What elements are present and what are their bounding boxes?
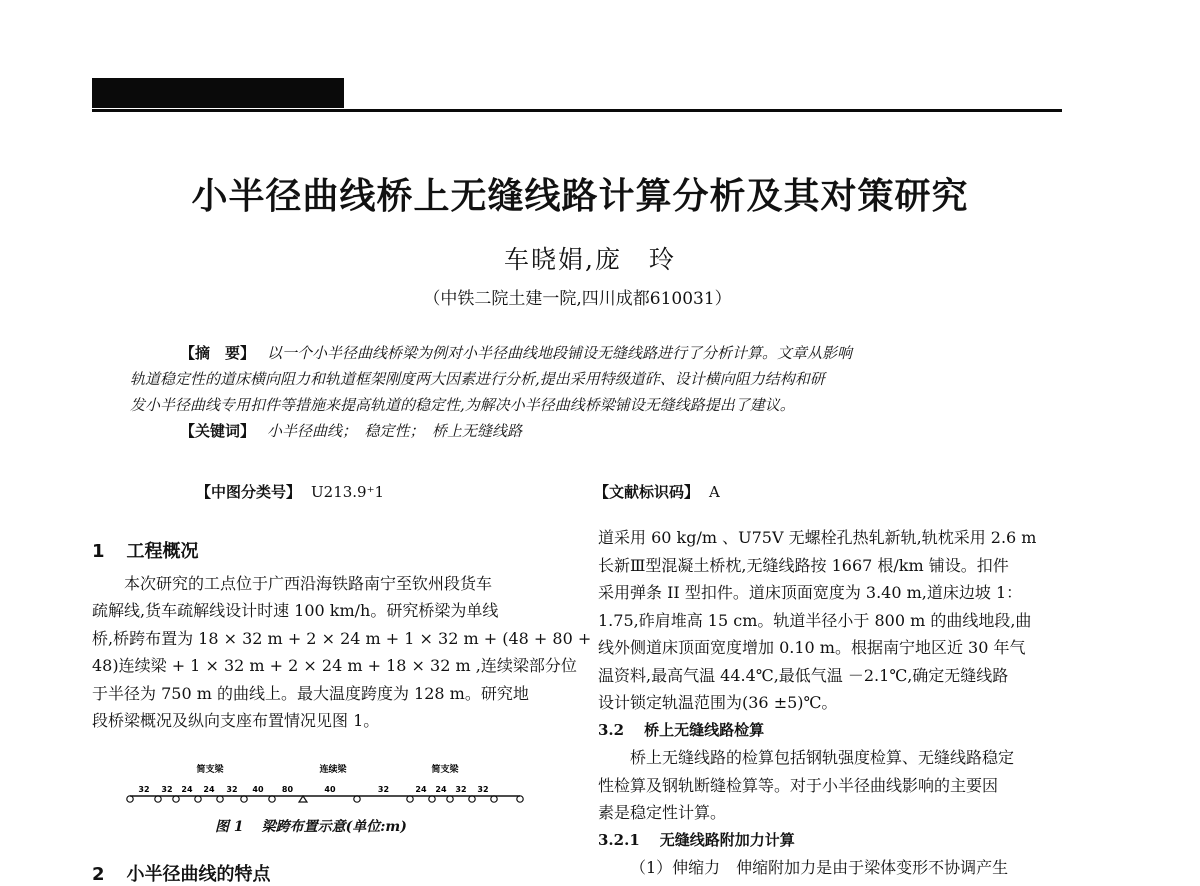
subsection-3-2-1-paragraph bbox=[598, 854, 1070, 882]
span-label: 32 bbox=[377, 785, 390, 794]
text-line: 采用弹条 II 型扣件。道床顶面宽度为 3.40 m,道床边坡 1： bbox=[598, 583, 1023, 602]
text-line: 于半径为 750 m 的曲线上。最大温度跨度为 128 m。研究地 bbox=[92, 683, 529, 703]
span-label: 24 bbox=[203, 785, 215, 794]
abstract-text: 以一个小半径曲线桥梁为例对小半径曲线地段铺设无缝线路进行了分析计算。文章从影响 bbox=[267, 344, 853, 362]
subsection-3-2-heading bbox=[598, 717, 1070, 745]
subsection-3-2-1-heading bbox=[598, 827, 1070, 855]
right-column bbox=[598, 524, 1070, 882]
support-node bbox=[469, 796, 475, 802]
support-node bbox=[195, 796, 201, 802]
section-2-heading bbox=[92, 860, 271, 886]
span-label: 24 bbox=[181, 785, 193, 794]
fixed-support bbox=[299, 796, 307, 802]
text-line: 性检算及钢轨断缝检算等。对于小半径曲线影响的主要因 bbox=[598, 775, 999, 795]
text-line: 桥上无缝线路的检算包括钢轨强度检算、无缝线路稳定 bbox=[630, 748, 1015, 767]
clc-label: 【中图分类号】 bbox=[196, 483, 302, 501]
group-label: 连续梁 bbox=[319, 765, 347, 775]
subsection-title: 无缝线路附加力计算 bbox=[659, 830, 795, 849]
abstract-block bbox=[130, 340, 1010, 444]
header-rule bbox=[92, 109, 1062, 112]
text-line: 本次研究的工点位于广西沿海铁路南宁至钦州段货车 bbox=[124, 573, 493, 593]
keywords-text: 小半径曲线； 稳定性； 桥上无缝线路 bbox=[267, 422, 523, 440]
paper-title: 小半径曲线桥上无缝线路计算分析及其对策研究 bbox=[191, 176, 969, 217]
support-node bbox=[447, 796, 453, 802]
section-1-heading bbox=[92, 538, 570, 566]
span-label: 32 bbox=[226, 785, 238, 794]
figure-caption bbox=[215, 816, 407, 836]
span-label: 24 bbox=[415, 785, 427, 794]
section-number: 2 bbox=[92, 864, 105, 885]
doc-code-value: A bbox=[709, 483, 720, 501]
text-line: 48)连续梁 + 1 × 32 m + 2 × 24 m + 18 × 32 m ,连续梁部分位 bbox=[92, 656, 577, 675]
span-label: 32 bbox=[455, 785, 467, 794]
figure-1 bbox=[120, 762, 540, 822]
subsection-number: 3.2.1 bbox=[598, 830, 640, 849]
abstract-line-2: 轨道稳定性的道床横向阻力和轨道框架刚度两大因素进行分析,提出采用特级道砟、设计横向阻力结构和研 bbox=[130, 370, 825, 388]
figure-number: 图 1 bbox=[215, 819, 244, 835]
support-node bbox=[429, 796, 435, 802]
span-label: 80 bbox=[281, 785, 294, 794]
text-line: 1.75,砟肩堆高 15 cm。轨道半径小于 800 m 的曲线地段,曲 bbox=[598, 610, 1032, 630]
support-node bbox=[173, 796, 179, 802]
span-label: 32 bbox=[477, 785, 489, 794]
group-label: 简支梁 bbox=[431, 765, 459, 775]
keywords-label: 【关键词】 bbox=[180, 422, 256, 440]
support-node bbox=[407, 796, 413, 802]
text-line: 疏解线,货车疏解线设计时速 100 km/h。研究桥梁为单线 bbox=[92, 601, 499, 620]
group-label: 简支梁 bbox=[196, 765, 224, 775]
document-code bbox=[594, 481, 720, 502]
support-node bbox=[354, 796, 360, 802]
continued-paragraph bbox=[598, 524, 1070, 717]
abstract-line-3: 发小半径曲线专用扣件等措施来提高轨道的稳定性,为解决小半径曲线桥梁铺设无缝线路提出了建议。 bbox=[130, 396, 795, 414]
span-label: 32 bbox=[138, 785, 150, 794]
text-line: 桥,桥跨布置为 18 × 32 m + 2 × 24 m + 1 × 32 m + (48 + 80 + bbox=[92, 628, 592, 648]
authors: 车晓娟,庞 玲 bbox=[504, 245, 676, 274]
journal-header-bar bbox=[92, 78, 344, 108]
span-layout-diagram bbox=[120, 762, 540, 818]
support-node bbox=[269, 796, 275, 802]
span-label: 40 bbox=[324, 785, 336, 794]
doc-code-label: 【文献标识码】 bbox=[594, 483, 700, 501]
text-line: 温资料,最高气温 44.4℃,最低气温 －2.1℃,确定无缝线路 bbox=[598, 665, 1009, 685]
figure-caption-text: 梁跨布置示意(单位:m) bbox=[261, 819, 407, 835]
section-title: 工程概况 bbox=[126, 541, 199, 562]
section-number: 1 bbox=[92, 541, 105, 562]
clc-number bbox=[196, 481, 384, 502]
abstract-label: 【摘 要】 bbox=[180, 344, 256, 362]
text-line: 素是稳定性计算。 bbox=[598, 803, 727, 822]
text-line: 长新Ⅲ型混凝土桥枕,无缝线路按 1667 根/km 铺设。扣件 bbox=[598, 555, 1009, 575]
keywords-line bbox=[130, 418, 1010, 444]
section-title: 小半径曲线的特点 bbox=[126, 864, 271, 885]
left-column bbox=[92, 538, 592, 735]
affiliation: （中铁二院土建一院,四川成都610031） bbox=[423, 289, 732, 309]
support-node bbox=[491, 796, 497, 802]
text-line: 设计锁定轨温范围为(36 ±5)℃。 bbox=[598, 693, 838, 712]
span-label: 24 bbox=[435, 785, 447, 794]
text-line: （1）伸缩力 伸缩附加力是由于梁体变形不协调产生 bbox=[630, 858, 1009, 877]
subsection-3-2-paragraph bbox=[598, 744, 1070, 827]
text-line: 段桥梁概况及纵向支座布置情况见图 1。 bbox=[92, 711, 380, 730]
support-node bbox=[517, 796, 523, 802]
support-node bbox=[127, 796, 133, 802]
text-line: 线外侧道床顶面宽度增加 0.10 m。根据南宁地区近 30 年气 bbox=[598, 638, 1026, 657]
clc-value: U213.9⁺1 bbox=[311, 483, 385, 501]
subsection-number: 3.2 bbox=[598, 720, 625, 739]
abstract-line-1 bbox=[130, 340, 1010, 366]
section-1-paragraph bbox=[92, 570, 592, 735]
span-label: 32 bbox=[161, 785, 173, 794]
subsection-title: 桥上无缝线路检算 bbox=[644, 720, 765, 739]
text-line: 道采用 60 kg/m 、U75V 无螺栓孔热轧新轨,轨枕采用 2.6 m bbox=[598, 528, 1037, 547]
support-node bbox=[217, 796, 223, 802]
support-node bbox=[155, 796, 161, 802]
span-label: 40 bbox=[252, 785, 264, 794]
support-node bbox=[241, 796, 247, 802]
